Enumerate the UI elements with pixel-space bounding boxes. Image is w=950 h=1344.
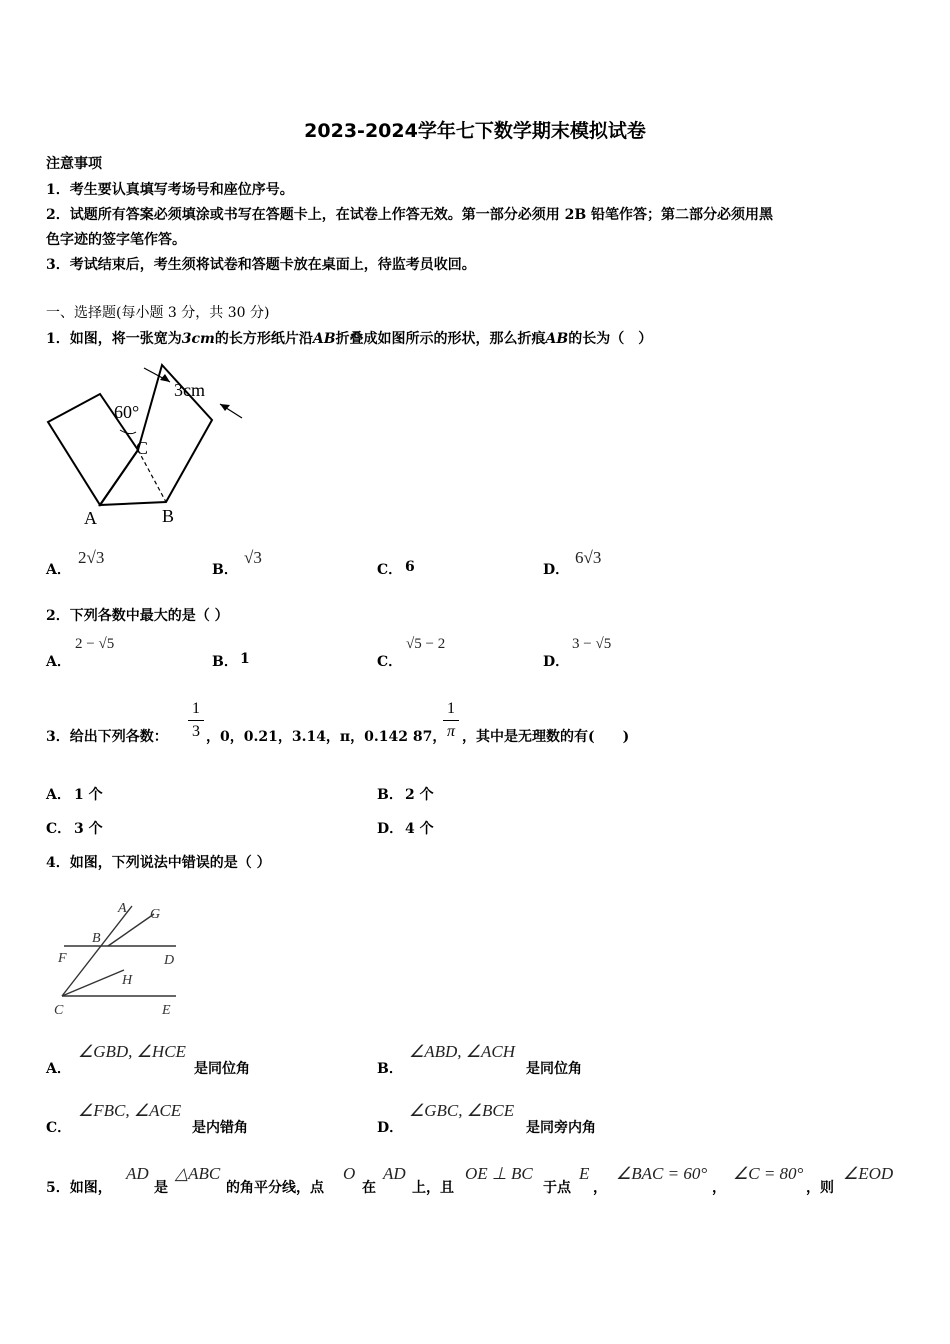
option-text: 是同位角	[526, 1061, 582, 1077]
option-text: 是内错角	[192, 1120, 248, 1136]
notice-item: 色字迹的签字笔作答。	[46, 232, 186, 248]
point-label-b: B	[162, 506, 175, 526]
angle-label: 60°	[114, 402, 140, 422]
option-label: A．	[46, 787, 71, 803]
q5-text: 5．如图，	[46, 1180, 112, 1196]
q5-text: 上，且	[412, 1180, 454, 1196]
question-4: 4．如图，下列说法中错误的是（ ）	[46, 855, 271, 871]
q1-figure	[44, 360, 254, 530]
fraction	[443, 700, 459, 741]
q5-text: 在	[362, 1180, 376, 1196]
option-math: ∠ABD, ∠ACH	[409, 1042, 516, 1061]
option-value: √5 − 2	[406, 636, 446, 652]
fraction-bar	[188, 720, 204, 721]
q5-math: ∠BAC = 60°	[616, 1164, 708, 1183]
q1-var: 3cm	[181, 331, 215, 347]
fraction	[188, 700, 204, 741]
option-value: 6√3	[575, 548, 602, 567]
q1-text: 1．如图，将一张宽为	[46, 331, 182, 347]
q5-math: AD	[383, 1164, 406, 1183]
option-value: 2 个	[405, 787, 434, 803]
q3-text: 3．给出下列各数：	[46, 729, 168, 745]
option-math: ∠GBC, ∠BCE	[409, 1101, 515, 1120]
point-label-a: A	[84, 508, 97, 528]
fraction-numerator: 1	[192, 700, 200, 717]
option-text: 是同旁内角	[526, 1120, 596, 1136]
option-label: B．	[212, 562, 238, 578]
option-label: B．	[377, 787, 403, 803]
q5-math: ∠C = 80°	[733, 1164, 804, 1183]
question-1	[46, 328, 652, 348]
q5-math: △ABC	[175, 1164, 221, 1183]
point-label-g: G	[150, 907, 161, 922]
option-label: C．	[377, 562, 403, 578]
option-label: A．	[46, 1061, 71, 1077]
option-value: 4 个	[405, 821, 434, 837]
page-title: 2023-2024学年七下数学期末模拟试卷	[304, 120, 646, 142]
option-value: 1	[240, 651, 250, 667]
option-label: D．	[377, 821, 404, 837]
q1-var: AB	[545, 331, 569, 347]
option-math: ∠GBD, ∠HCE	[78, 1042, 186, 1061]
option-value: 2 − √5	[75, 636, 115, 652]
notice-item: 2．试题所有答案必须填涂或书写在答题卡上，在试卷上作答无效。第一部分必须用 2B 铅笔作答；第二部分必须用黑	[46, 207, 774, 223]
point-label-e: E	[162, 1003, 171, 1018]
option-label: A．	[46, 654, 71, 670]
q1-var: AB	[312, 331, 336, 347]
line-bg	[108, 914, 154, 946]
fraction-numerator: 1	[447, 700, 455, 717]
option-text: 是同位角	[194, 1061, 250, 1077]
fraction-denominator: π	[446, 723, 455, 740]
fraction-denominator: 3	[192, 723, 200, 740]
angle-arc	[120, 430, 136, 434]
point-label-f: F	[58, 951, 67, 966]
q5-math: OE ⊥ BC	[465, 1164, 533, 1183]
fraction-bar	[443, 720, 459, 721]
notice-heading: 注意事项	[46, 156, 102, 172]
q5-text: 是	[154, 1180, 168, 1196]
q5-math: O	[343, 1164, 356, 1183]
notice-item: 3．考试结束后，考生须将试卷和答题卡放在桌面上，待监考员收回。	[46, 257, 476, 273]
option-label: B．	[212, 654, 238, 670]
q3-text: ，0，0.21，3.14，π，0.142 87，	[206, 729, 447, 745]
option-label: A．	[46, 562, 71, 578]
q5-text: 的角平分线，点	[226, 1180, 324, 1196]
q1-text: 的长为（ ）	[568, 331, 653, 347]
point-label-a: A	[118, 901, 127, 916]
option-label: D．	[543, 562, 570, 578]
q5-math: AD	[126, 1164, 149, 1183]
option-label: C．	[377, 654, 403, 670]
notice-item: 1．考生要认真填写考场号和座位序号。	[46, 182, 294, 198]
option-label: B．	[377, 1061, 403, 1077]
option-value: 6	[405, 559, 415, 575]
point-label-c: C	[136, 438, 149, 458]
q4-figure	[52, 896, 184, 1020]
q5-text: 于点	[543, 1180, 571, 1196]
option-label: D．	[543, 654, 570, 670]
point-label-b: B	[92, 931, 101, 946]
option-value: 3 个	[74, 821, 103, 837]
q5-text: ，	[593, 1180, 607, 1196]
option-label: C．	[46, 821, 72, 837]
point-label-h: H	[122, 973, 133, 988]
question-2: 2．下列各数中最大的是（ ）	[46, 608, 229, 624]
q5-math: E	[579, 1164, 590, 1183]
width-label: 3cm	[174, 380, 205, 400]
q1-text: 折叠成如图所示的形状，那么折痕	[335, 331, 546, 347]
option-value: √3	[244, 548, 262, 567]
q3-text: ，其中是无理数的有( )	[462, 729, 630, 745]
option-value: 3 − √5	[572, 636, 612, 652]
point-label-c: C	[54, 1003, 64, 1018]
q5-math: ∠EOD	[843, 1164, 894, 1183]
option-math: ∠FBC, ∠ACE	[78, 1101, 182, 1120]
option-value: 2√3	[78, 548, 105, 567]
option-value: 1 个	[74, 787, 103, 803]
point-label-d: D	[164, 953, 175, 968]
q1-text: 的长方形纸片沿	[214, 331, 313, 347]
q5-text: ，则	[806, 1180, 834, 1196]
option-label: C．	[46, 1120, 72, 1136]
q5-text: ，	[712, 1180, 726, 1196]
option-label: D．	[377, 1120, 404, 1136]
section-heading: 一、选择题(每小题 3 分，共 30 分)	[46, 305, 270, 321]
